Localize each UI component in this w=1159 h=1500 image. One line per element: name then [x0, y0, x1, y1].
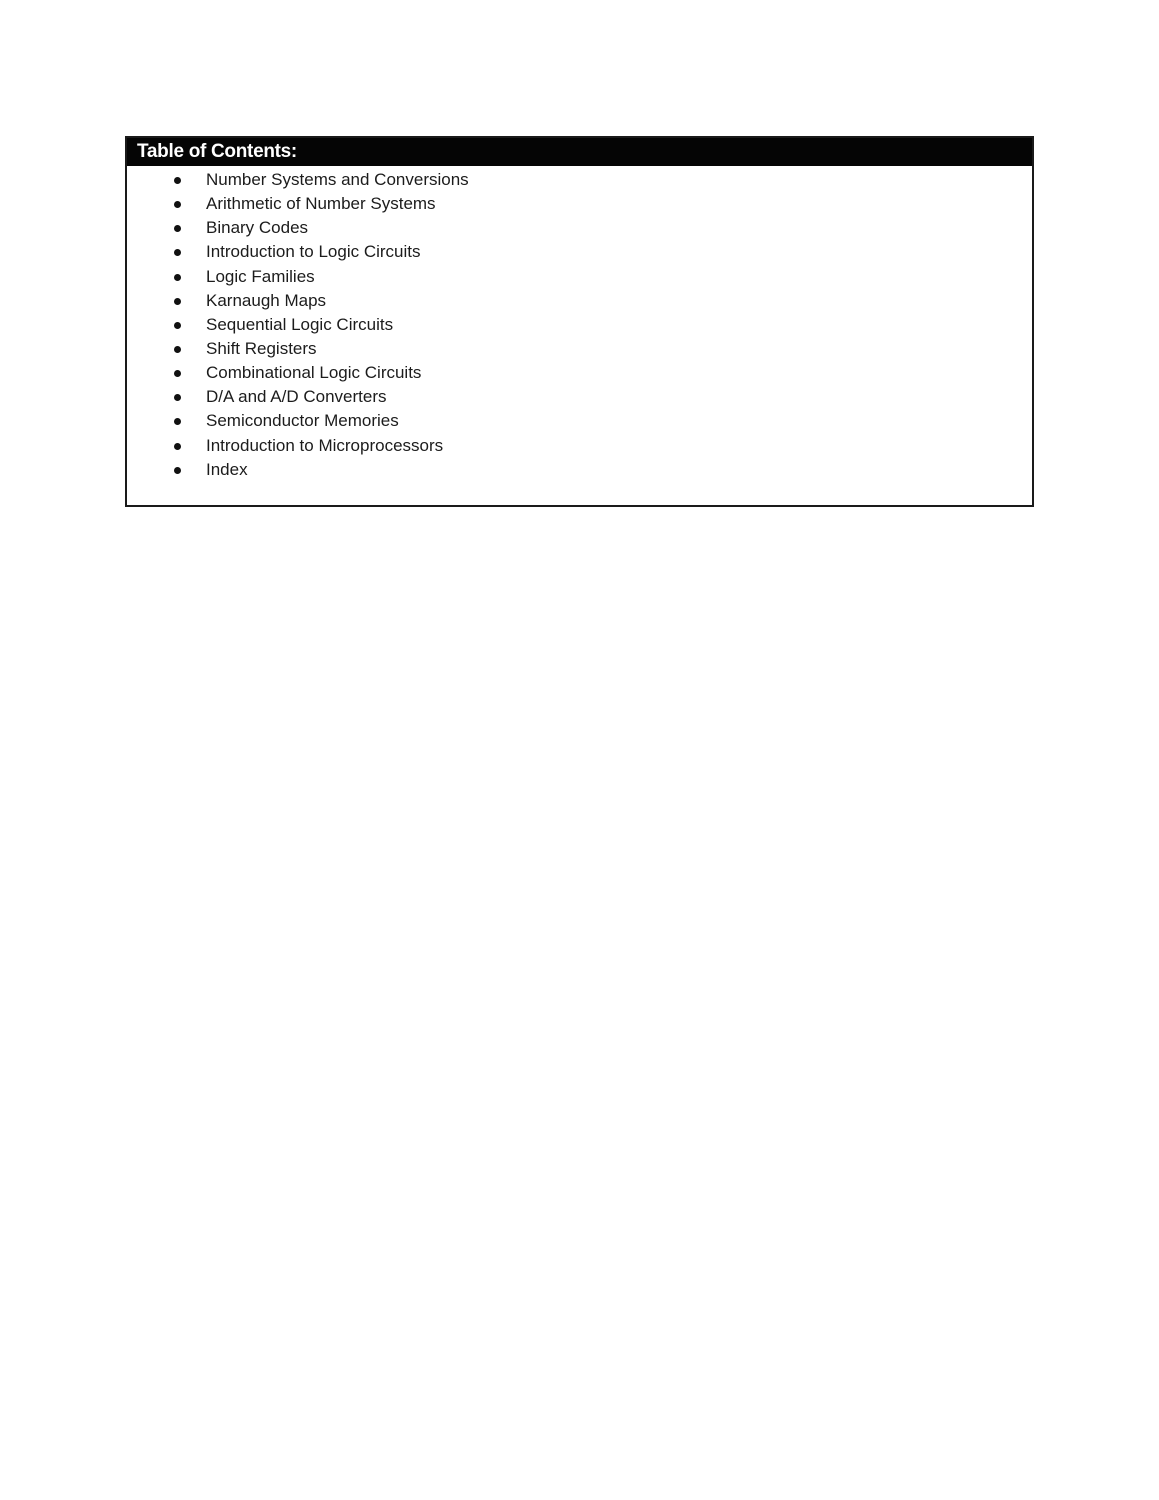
toc-item: [127, 289, 1032, 313]
toc-item: [127, 216, 1032, 240]
toc-item: [127, 192, 1032, 216]
bullet-icon: [174, 274, 181, 281]
toc-item: [127, 385, 1032, 409]
toc-item-label: Arithmetic of Number Systems: [206, 194, 436, 214]
toc-item: [127, 361, 1032, 385]
bullet-icon: [174, 298, 181, 305]
toc-item-label: Semiconductor Memories: [206, 411, 399, 431]
bullet-icon: [174, 418, 181, 425]
toc-item-label: Introduction to Logic Circuits: [206, 242, 421, 262]
toc-item: [127, 337, 1032, 361]
toc-item-label: Binary Codes: [206, 218, 309, 238]
bullet-icon: [174, 467, 181, 474]
bullet-icon: [174, 346, 181, 353]
toc-item: [127, 313, 1032, 337]
toc-item: [127, 168, 1032, 192]
toc-item: [127, 458, 1032, 482]
table-of-contents-box: [125, 136, 1034, 507]
toc-title: Table of Contents:: [127, 138, 1032, 166]
toc-item: [127, 240, 1032, 264]
toc-item-label: D/A and A/D Converters: [206, 387, 387, 407]
bullet-icon: [174, 443, 181, 450]
toc-item: [127, 265, 1032, 289]
toc-item-label: Combinational Logic Circuits: [206, 363, 422, 383]
toc-item-label: Shift Registers: [206, 338, 317, 358]
toc-item-label: Karnaugh Maps: [206, 290, 327, 310]
bullet-icon: [174, 201, 181, 208]
toc-item-label: Index: [206, 459, 248, 479]
bullet-icon: [174, 394, 181, 401]
toc-item-label: Introduction to Microprocessors: [206, 435, 444, 455]
bullet-icon: [174, 177, 181, 184]
bullet-icon: [174, 225, 181, 232]
toc-item-label: Logic Families: [206, 266, 315, 286]
bullet-icon: [174, 249, 181, 256]
bullet-icon: [174, 322, 181, 329]
toc-item-label: Sequential Logic Circuits: [206, 314, 394, 334]
toc-item-label: Number Systems and Conversions: [206, 170, 469, 189]
toc-item: [127, 434, 1032, 458]
toc-list: [127, 168, 1032, 482]
toc-item: [127, 409, 1032, 433]
bullet-icon: [174, 370, 181, 377]
